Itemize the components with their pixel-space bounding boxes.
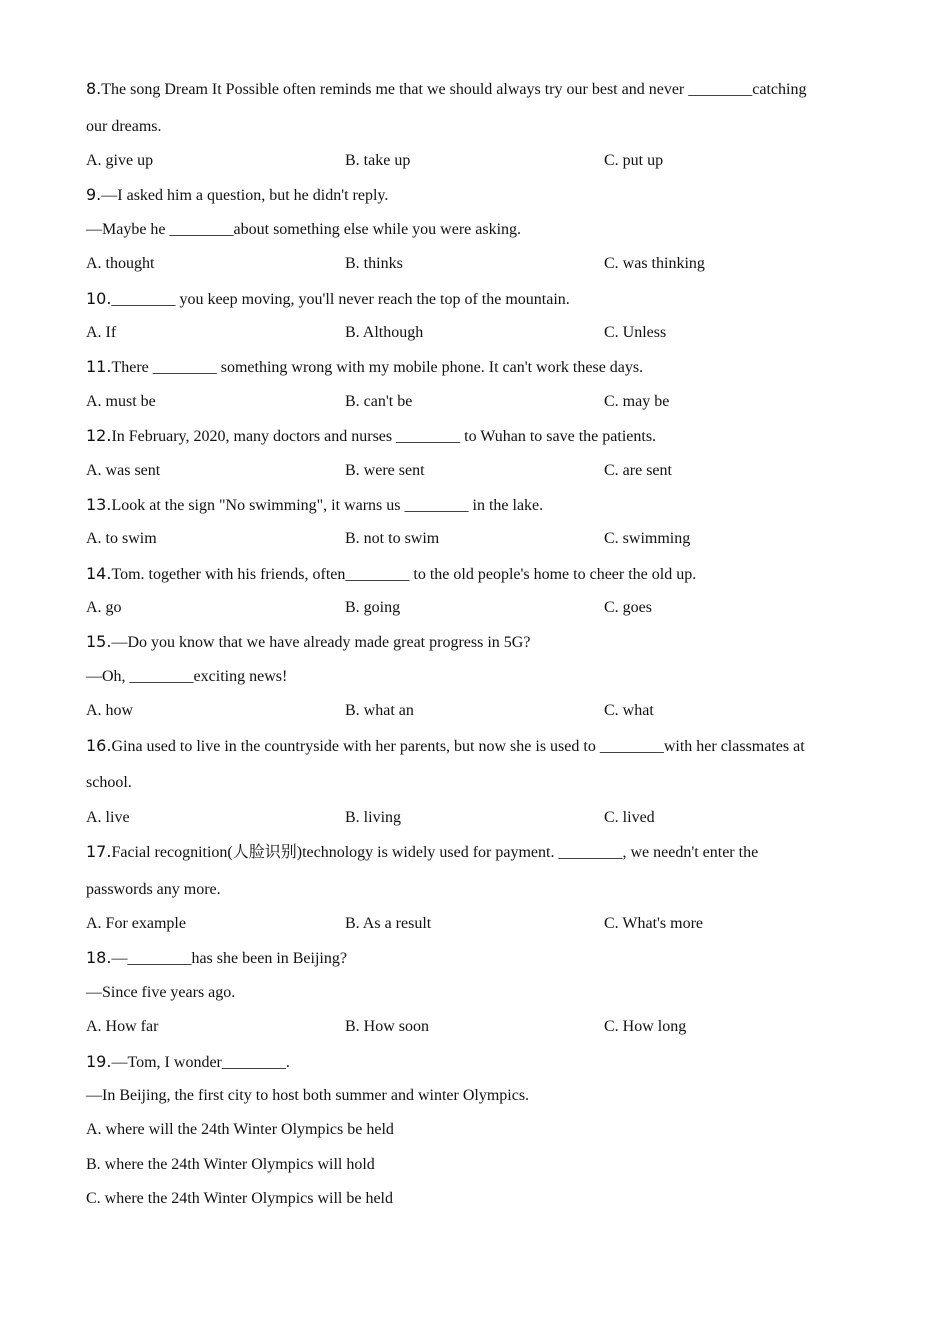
option-b[interactable]: B. not to swim: [345, 530, 440, 548]
question-stem-continued: [86, 110, 856, 144]
option-c[interactable]: C. are sent: [604, 461, 672, 479]
question-stem: —I asked him a question, but he didn't reply.: [101, 187, 389, 205]
question-stem: passwords any more.: [86, 880, 221, 898]
option-a[interactable]: A. For example: [86, 914, 186, 932]
question-number: 17.: [86, 842, 112, 861]
question-19: [86, 1045, 856, 1079]
option-c[interactable]: C. put up: [604, 151, 664, 169]
option-b-text: B. where the 24th Winter Olympics will hold: [86, 1155, 375, 1173]
question-stem: —________has she been in Beijing?: [111, 950, 347, 968]
dialogue-reply: [86, 976, 856, 1010]
question-16: [86, 729, 856, 767]
option-b[interactable]: B. How soon: [345, 1018, 430, 1036]
question-stem: Tom. together with his friends, often________ to the old people's home to cheer the old up.: [111, 565, 697, 583]
dialogue-reply: [86, 660, 856, 694]
option-b[interactable]: [86, 1148, 856, 1182]
option-c[interactable]: C. may be: [604, 392, 670, 410]
option-b[interactable]: B. living: [345, 808, 402, 826]
option-a[interactable]: A. how: [86, 702, 134, 720]
option-c[interactable]: C. was thinking: [604, 255, 705, 273]
option-a[interactable]: [86, 1113, 856, 1147]
option-a[interactable]: A. to swim: [86, 530, 157, 548]
option-a[interactable]: A. live: [86, 808, 130, 826]
reply-text: —Since five years ago.: [86, 983, 236, 1001]
option-a[interactable]: A. go: [86, 599, 122, 617]
question-13: [86, 488, 856, 522]
option-a[interactable]: A. must be: [86, 392, 156, 410]
option-b[interactable]: B. Although: [345, 323, 424, 341]
question-stem: Gina used to live in the countryside with her parents, but now she is used to ________with her classmates at: [111, 737, 805, 755]
reply-text: —Oh, ________exciting news!: [86, 667, 288, 685]
dialogue-reply: [86, 1079, 856, 1113]
option-c-text: C. where the 24th Winter Olympics will be held: [86, 1190, 393, 1208]
options-row: [86, 316, 856, 350]
option-c[interactable]: C. How long: [604, 1018, 687, 1036]
option-c[interactable]: C. goes: [604, 599, 652, 617]
options-row: [86, 385, 856, 419]
question-number: 11.: [86, 357, 112, 377]
question-stem-continued: [86, 873, 856, 907]
question-12: [86, 419, 856, 453]
question-stem: —Tom, I wonder________.: [111, 1053, 290, 1071]
option-a[interactable]: A. If: [86, 323, 117, 341]
option-c[interactable]: C. Unless: [604, 323, 667, 341]
question-number: 19.: [86, 1051, 112, 1071]
options-row: [86, 694, 856, 728]
question-17: [86, 835, 856, 873]
question-stem: In February, 2020, many doctors and nurses ________ to Wuhan to save the patients.: [111, 428, 657, 446]
option-a-text: A. where will the 24th Winter Olympics be held: [86, 1121, 394, 1139]
question-9: [86, 178, 856, 212]
option-b[interactable]: B. going: [345, 599, 401, 617]
question-number: 16.: [86, 735, 112, 755]
question-number: 8.: [86, 79, 102, 98]
reply-text: —In Beijing, the first city to host both summer and winter Olympics.: [86, 1086, 530, 1104]
question-number: 13.: [86, 494, 112, 514]
option-c[interactable]: [86, 1182, 856, 1216]
question-8: [86, 72, 856, 110]
option-c[interactable]: C. What's more: [604, 914, 704, 932]
question-10: [86, 282, 856, 316]
options-row: [86, 144, 856, 178]
question-stem-continued: [86, 766, 856, 800]
option-b[interactable]: B. were sent: [345, 461, 425, 479]
question-stem: The song Dream It Possible often reminds me that we should always try our best and never ________catching: [101, 81, 807, 98]
question-number: 18.: [86, 948, 112, 968]
question-number: 10.: [86, 288, 112, 308]
question-18: [86, 941, 856, 975]
option-b[interactable]: B. can't be: [345, 392, 413, 410]
question-14: [86, 557, 856, 591]
option-c[interactable]: C. swimming: [604, 530, 691, 548]
option-a[interactable]: A. was sent: [86, 461, 161, 479]
question-stem: our dreams.: [86, 117, 162, 135]
option-b[interactable]: B. As a result: [345, 914, 432, 932]
option-b[interactable]: B. take up: [345, 151, 411, 169]
reply-text: —Maybe he ________about something else while you were asking.: [86, 220, 522, 238]
question-stem: Facial recognition(人脸识别)technology is widely used for payment. ________, we needn't enter the: [111, 844, 759, 861]
options-row: [86, 247, 856, 281]
option-b[interactable]: B. thinks: [345, 255, 403, 273]
option-c[interactable]: C. what: [604, 702, 654, 720]
options-row: [86, 1010, 856, 1044]
option-a[interactable]: A. How far: [86, 1018, 159, 1036]
options-row: [86, 522, 856, 556]
options-row: [86, 907, 856, 941]
question-stem: ________ you keep moving, you'll never reach the top of the mountain.: [111, 290, 570, 308]
question-number: 9.: [86, 185, 102, 205]
question-stem: Look at the sign "No swimming", it warns us ________ in the lake.: [111, 496, 544, 514]
question-stem: There ________ something wrong with my mobile phone. It can't work these days.: [111, 359, 644, 377]
option-c[interactable]: C. lived: [604, 808, 655, 826]
option-a[interactable]: A. give up: [86, 151, 154, 169]
question-stem: school.: [86, 774, 132, 792]
question-number: 12.: [86, 426, 112, 446]
question-11: [86, 350, 856, 384]
option-a[interactable]: A. thought: [86, 255, 155, 273]
question-page: [86, 72, 856, 1217]
question-number: 15.: [86, 632, 112, 652]
options-row: [86, 454, 856, 488]
dialogue-reply: [86, 213, 856, 247]
option-b[interactable]: B. what an: [345, 702, 414, 720]
question-number: 14.: [86, 563, 112, 583]
options-row: [86, 591, 856, 625]
question-15: [86, 625, 856, 659]
options-row: [86, 801, 856, 835]
question-stem: —Do you know that we have already made great progress in 5G?: [111, 634, 531, 652]
